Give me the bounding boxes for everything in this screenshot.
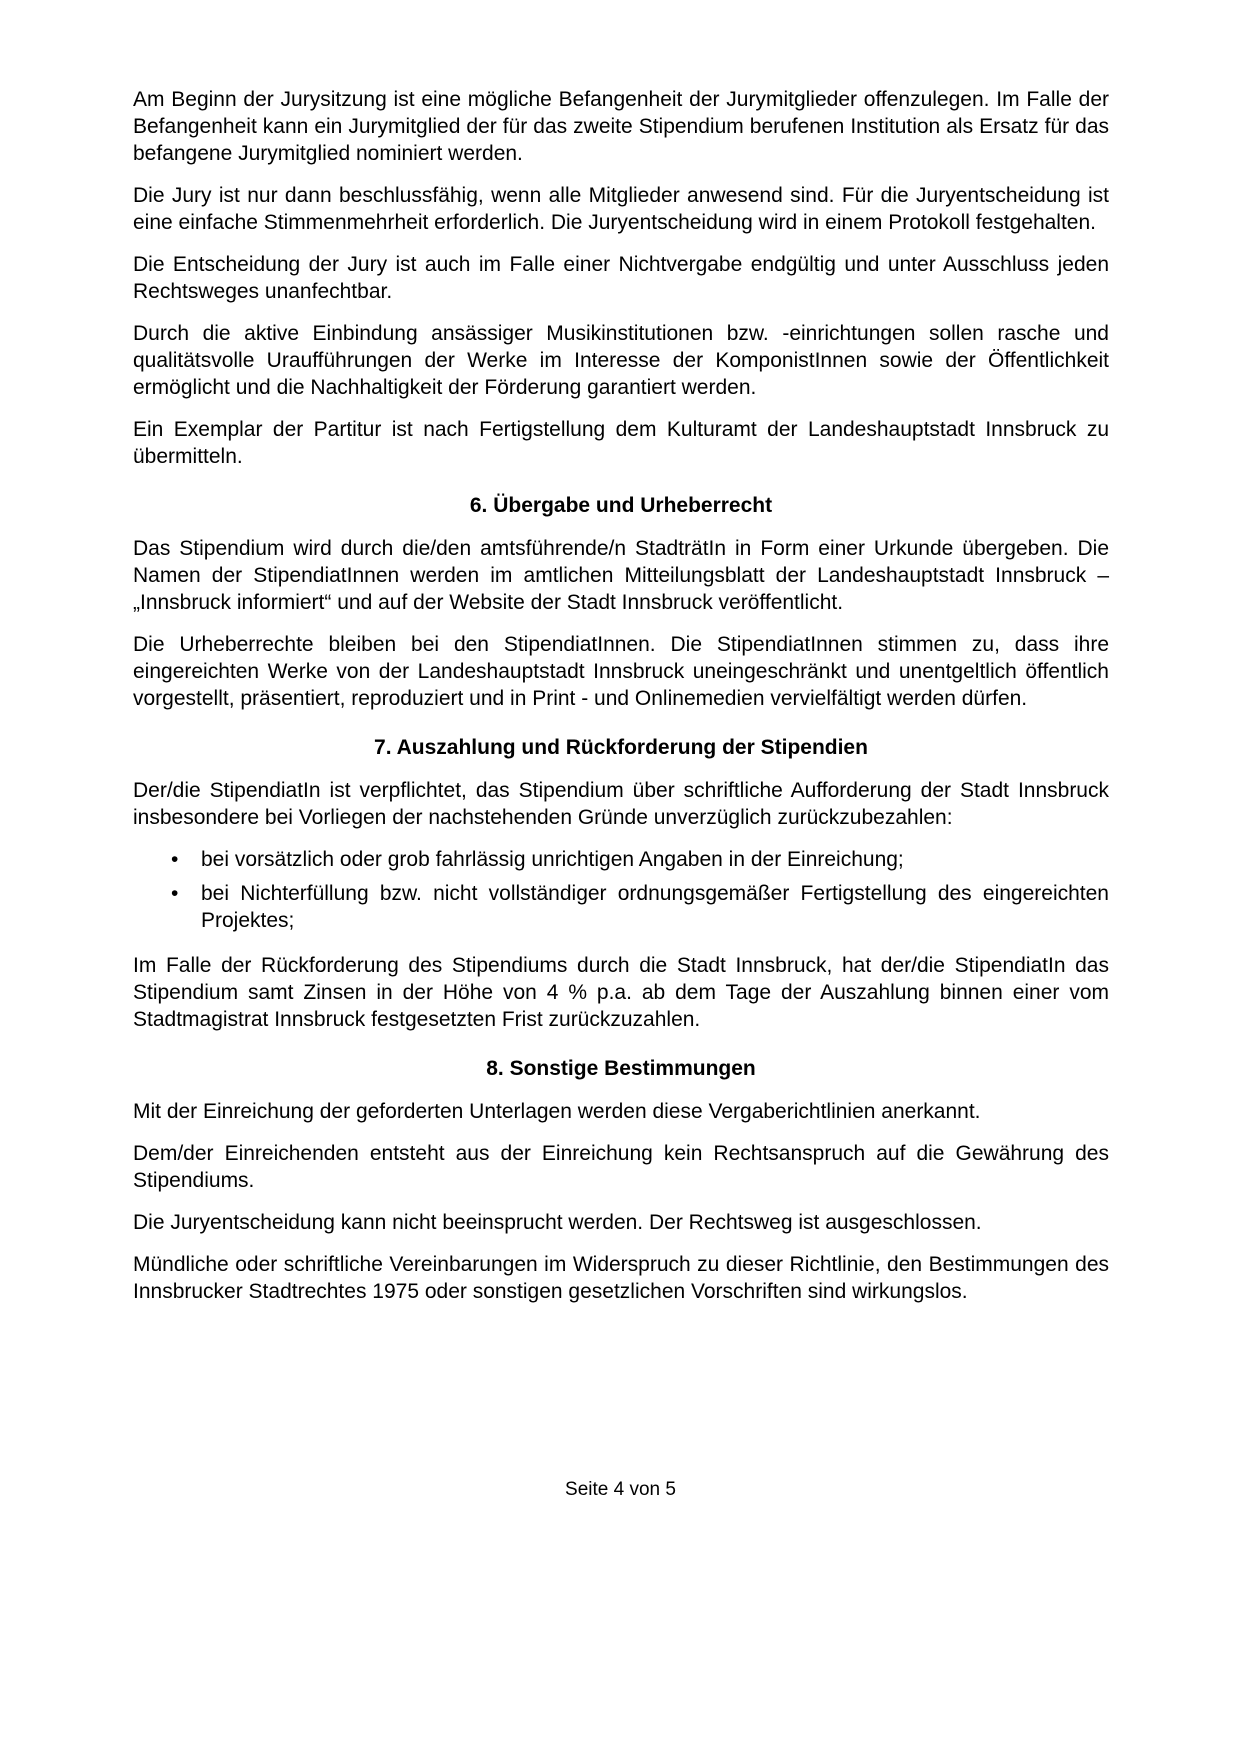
paragraph-vergaberichtlinien-anerkannt: Mit der Einreichung der geforderten Unterlagen werden diese Vergaberichtlinien anerkannt. — [133, 1100, 981, 1123]
bullet-list — [133, 846, 1109, 934]
document-body — [133, 86, 1109, 1320]
paragraph-jury-befangenheit: Am Beginn der Jurysitzung ist eine mögliche Befangenheit der Jurymitglieder offenzulegen. Im Falle der Befangenheit kann ein Jurymitglied der für das zweite Stipendium berufenen Institution als Ersatz für das befangene Jurymitglied nominiert werden. — [133, 88, 1109, 165]
paragraph-rueckforderung-zinsen: Im Falle der Rückforderung des Stipendiums durch die Stadt Innsbruck, hat der/die StipendiatIn das Stipendium samt Zinsen in der Höhe von 4 % p.a. ab dem Tage der Auszahlung binnen einer vom Stadtmagistrat Innsbruck festgesetzten Frist zurückzuzahlen. — [133, 954, 1109, 1031]
paragraph-urheberrechte: Die Urheberrechte bleiben bei den StipendiatInnen. Die StipendiatInnen stimmen zu, dass ihre eingereichten Werke von der Landeshauptstadt Innsbruck uneingeschränkt und unentgeltlich öffentlich vorgestellt, präsentiert, reproduziert und in Print - und Onlinemedien vervielfältigt werden dürfen. — [133, 633, 1109, 710]
paragraph-exemplar-partitur: Ein Exemplar der Partitur ist nach Fertigstellung dem Kulturamt der Landeshauptstadt Innsbruck zu übermitteln. — [133, 418, 1109, 468]
section-heading-8-sonstige: 8. Sonstige Bestimmungen — [486, 1057, 756, 1080]
bullet-icon: • — [171, 882, 179, 905]
bullet-item — [133, 880, 1109, 934]
paragraph-rueckzahlung-pflicht: Der/die StipendiatIn ist verpflichtet, das Stipendium über schriftliche Aufforderung der Stadt Innsbruck insbesondere bei Vorliegen der nachstehenden Gründe unverzüglich zurückzubezahlen: — [133, 779, 1109, 829]
paragraph-jury-beschlussfaehig: Die Jury ist nur dann beschlussfähig, wenn alle Mitglieder anwesend sind. Für die Juryentscheidung ist eine einfache Stimmenmehrheit erforderlich. Die Juryentscheidung wird in einem Protokoll festgehalten. — [133, 184, 1109, 234]
section-heading-7-auszahlung: 7. Auszahlung und Rückforderung der Stipendien — [374, 736, 868, 759]
page-number: Seite 4 von 5 — [565, 1479, 676, 1500]
bullet-text: bei Nichterfüllung bzw. nicht vollständiger ordnungsgemäßer Fertigstellung des eingereichten Projektes; — [201, 882, 1109, 932]
paragraph-einbindung-musikinstitutionen: Durch die aktive Einbindung ansässiger Musikinstitutionen bzw. -einrichtungen sollen rasche und qualitätsvolle Uraufführungen der Werke im Interesse der KomponistInnen sowie der Öffentlichkeit ermöglicht und die Nachhaltigkeit der Förderung garantiert werden. — [133, 322, 1109, 399]
paragraph-jury-entscheidung: Die Entscheidung der Jury ist auch im Falle einer Nichtvergabe endgültig und unter Ausschluss jeden Rechtsweges unanfechtbar. — [133, 253, 1109, 303]
bullet-icon: • — [171, 848, 179, 871]
paragraph-stipendium-urkunde: Das Stipendium wird durch die/den amtsführende/n StadträtIn in Form einer Urkunde übergeben. Die Namen der StipendiatInnen werden im amtlichen Mitteilungsblatt der Landeshauptstadt Innsbruck – „Innsbruck informiert“ und auf der Website der Stadt Innsbruck veröffentlicht. — [133, 537, 1109, 614]
section-heading-6-uebergabe: 6. Übergabe und Urheberrecht — [469, 494, 773, 517]
paragraph-vereinbarungen-wirkungslos: Mündliche oder schriftliche Vereinbarungen im Widerspruch zu dieser Richtlinie, den Bestimmungen des Innsbrucker Stadtrechtes 1975 oder sonstigen gesetzlichen Vorschriften sind wirkungslos. — [133, 1253, 1109, 1303]
paragraph-kein-rechtsanspruch: Dem/der Einreichenden entsteht aus der Einreichung kein Rechtsanspruch auf die Gewährung des Stipendiums. — [133, 1142, 1109, 1192]
bullet-item — [133, 846, 1109, 873]
bullet-text: bei vorsätzlich oder grob fahrlässig unrichtigen Angaben in der Einreichung; — [201, 848, 904, 871]
paragraph-rechtsweg-ausgeschlossen: Die Juryentscheidung kann nicht beeinsprucht werden. Der Rechtsweg ist ausgeschlossen. — [133, 1211, 982, 1234]
